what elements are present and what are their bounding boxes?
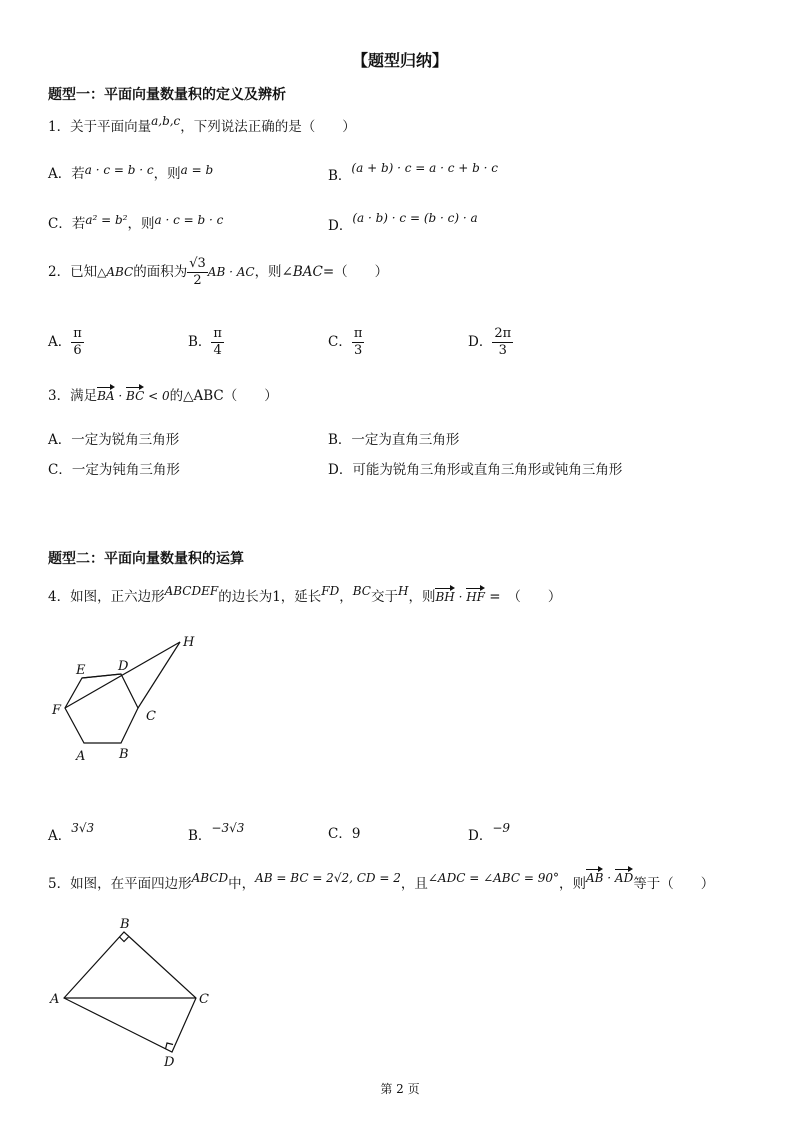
q5-vector-ab: AB <box>585 871 604 885</box>
q1-a-expr: a · c = b · c <box>84 163 154 177</box>
q1-d-expr: (a · b) · c = (b · c) · a <box>352 211 478 225</box>
label-f: F <box>52 703 62 718</box>
label-d: D <box>118 659 129 674</box>
q1-b-expr: (a + b) · c = a · c + b · c <box>351 161 498 175</box>
q2-option-d: D． $\frac{2\pi}{3}$ <box>468 326 512 358</box>
q4-hexagon: ABCDEF <box>164 584 219 598</box>
right-angle-b <box>120 937 129 942</box>
q3-option-a: A．一定为锐角三角形 <box>48 432 180 448</box>
q2-option-c: C． $\frac{\pi}{3}$ <box>328 326 363 358</box>
q4-option-d: D．−9 <box>468 821 511 844</box>
q1-c-concl: a · c = b · c <box>154 213 224 227</box>
q3-vector-ba: BA <box>97 389 115 403</box>
q1-option-b: B．(a + b) · c = a · c + b · c <box>328 161 498 184</box>
q3-vector-bc: BC <box>126 389 145 403</box>
label-d: D <box>164 1055 175 1070</box>
line-ed <box>82 674 121 678</box>
label-a: A <box>50 992 60 1007</box>
q4-vector-hf: HF <box>466 590 485 604</box>
label-b: B <box>119 747 129 762</box>
section-title-1: 题型一：平面向量数量积的定义及辨析 <box>48 87 286 103</box>
question-4-stem: 4．如图，正六边形ABCDEF的边长为1，延长FD，BC交于H，则BH · HF = （ ） <box>48 584 562 605</box>
q4-option-b: B．−3√3 <box>188 821 245 844</box>
q2-triangle: △ABC <box>97 265 134 279</box>
page-title: 【题型归纳】 <box>351 51 448 70</box>
page-number: 第 2 页 <box>380 1082 420 1096</box>
q4-vector-bh: BH <box>435 590 455 604</box>
question-3-stem: 3．满足BA · BC < 0的△ABC（ ） <box>48 388 278 404</box>
question-5-stem: 5．如图，在平面四边形ABCD中，AB = BC = 2√2, CD = 2，且∠ADC = ∠ABC = 90°，则AB · AD等于（ ） <box>48 871 715 892</box>
label-e: E <box>76 663 86 678</box>
label-c: C <box>146 709 156 724</box>
q2-angle: ∠BAC <box>281 264 323 280</box>
q2-expr: AB · AC <box>207 265 255 279</box>
q1-c-expr: a² = b² <box>85 213 128 227</box>
q5-angles: ∠ADC = ∠ABC = 90° <box>427 871 559 885</box>
q5-condition: AB = BC = 2√2, CD = 2 <box>255 871 401 885</box>
q5-vector-ad: AD <box>614 871 634 885</box>
q3-option-c: C．一定为钝角三角形 <box>48 462 180 478</box>
q3-option-b: B．一定为直角三角形 <box>328 432 460 448</box>
q1-vector-vars: a,b,c <box>151 114 181 128</box>
question-1-stem: 1．关于平面向量a,b,c，下列说法正确的是（ ） <box>48 114 356 135</box>
quadrilateral-figure <box>40 912 230 1072</box>
label-c: C <box>199 992 209 1007</box>
q4-option-a: A．3√3 <box>48 821 95 844</box>
quad-shape <box>64 932 196 1052</box>
q1-option-a: A．若a · c = b · c，则a = b <box>48 163 214 182</box>
q1-a-concl: a = b <box>180 163 214 177</box>
line-ch <box>138 642 180 708</box>
label-h: H <box>183 635 195 650</box>
q3-option-d: D．可能为锐角三角形或直角三角形或钝角三角形 <box>328 462 623 478</box>
hexagon-shape <box>65 674 138 743</box>
label-b: B <box>120 917 130 932</box>
q4-option-c: C．9 <box>328 826 361 842</box>
right-angle-d <box>166 1043 174 1049</box>
question-2-stem: 2．已知△ABC的面积为 $\frac{√3}{2}$ AB · AC，则∠BAC=（ ） <box>48 256 389 288</box>
q2-fraction: $\frac{√3}{2}$ <box>189 256 206 288</box>
q1-option-c: C．若a² = b²，则a · c = b · c <box>48 213 224 232</box>
q2-option-a: A． $\frac{\pi}{6}$ <box>48 326 82 358</box>
label-a: A <box>76 749 86 764</box>
section-title-2: 题型二：平面向量数量积的运算 <box>48 551 244 567</box>
q2-option-b: B． $\frac{\pi}{4}$ <box>188 326 222 358</box>
q1-option-d: D．(a · b) · c = (b · c) · a <box>328 211 478 234</box>
hexagon-figure <box>40 630 210 765</box>
q5-quad: ABCD <box>191 871 229 885</box>
